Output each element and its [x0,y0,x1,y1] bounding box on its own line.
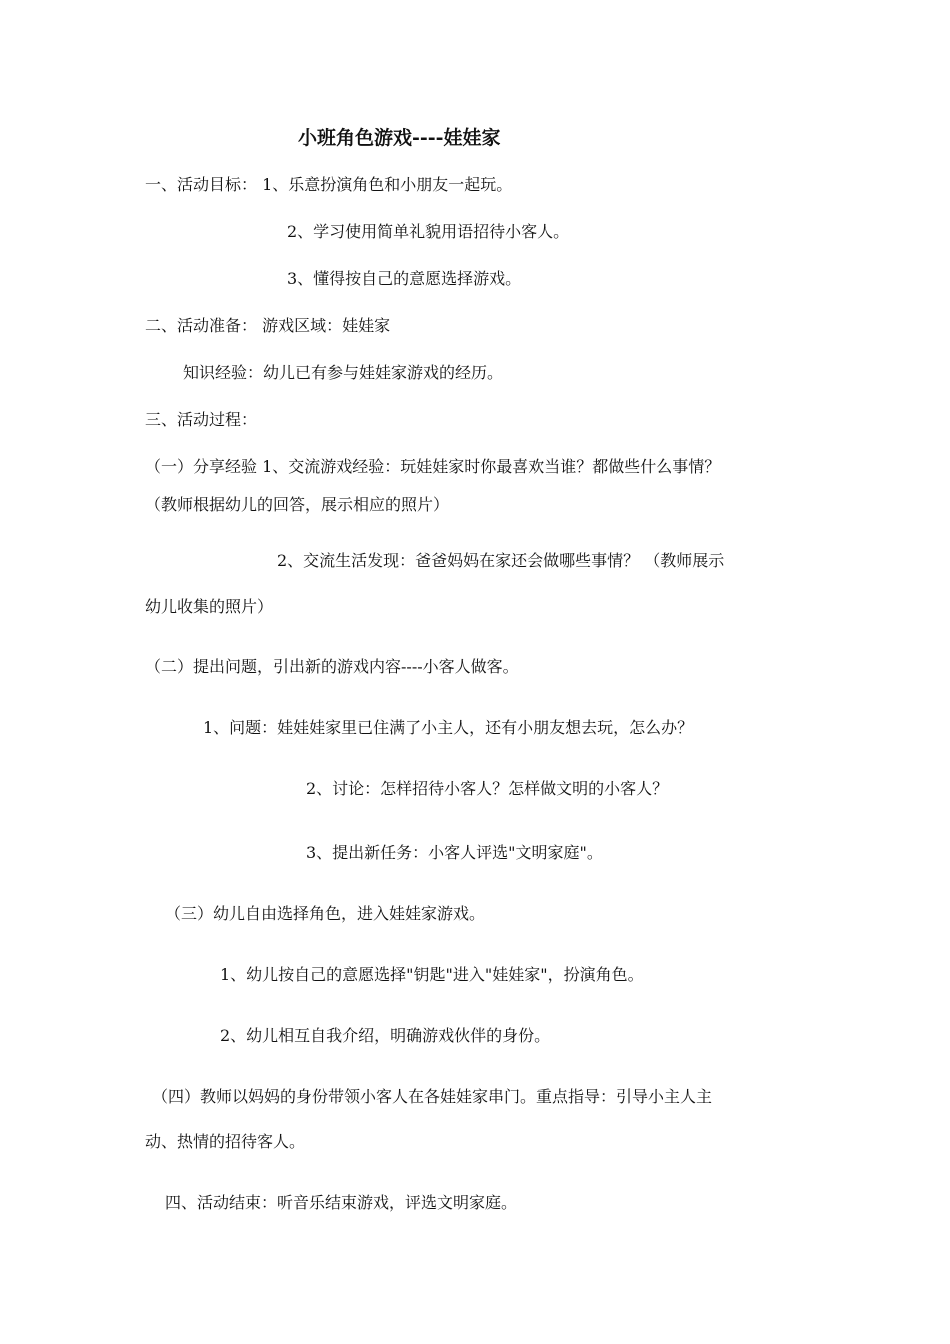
step-1-line-1: （一）分享经验 1、交流游戏经验：玩娃娃家时你最喜欢当谁？都做些什么事情？ [145,457,721,476]
goals-line-3: 3、懂得按自己的意愿选择游戏。 [287,269,522,288]
preparation-line-2: 知识经验：幼儿已有参与娃娃家游戏的经历。 [183,363,504,382]
process-heading: 三、活动过程： [145,410,258,429]
step-1-line-2: （教师根据幼儿的回答，展示相应的照片） [145,495,450,514]
goals-line-2: 2、学习使用简单礼貌用语招待小客人。 [287,222,570,241]
goals-line-1: 一、活动目标： 1、乐意扮演角色和小朋友一起玩。 [145,175,513,194]
step-2-item-2: 2、讨论：怎样招待小客人？怎样做文明的小客人？ [306,779,669,798]
step-4-line-1: （四）教师以妈妈的身份带领小客人在各娃娃家串门。重点指导：引导小主人主 [152,1087,713,1106]
step-2-item-3: 3、提出新任务：小客人评选"文明家庭"。 [306,843,603,862]
step-4-line-2: 动、热情的招待客人。 [145,1132,306,1151]
step-2-item-1: 1、问题：娃娃娃家里已住满了小主人，还有小朋友想去玩，怎么办？ [203,718,694,737]
preparation-line-1: 二、活动准备： 游戏区域：娃娃家 [145,316,391,335]
step-1-line-4: 幼儿收集的照片） [145,597,274,616]
ending-line: 四、活动结束：听音乐结束游戏，评选文明家庭。 [165,1193,518,1212]
step-1-line-3: 2、交流生活发现：爸爸妈妈在家还会做哪些事情？ （教师展示 [277,551,725,570]
step-3-item-2: 2、幼儿相互自我介绍，明确游戏伙伴的身份。 [220,1026,551,1045]
step-3-item-1: 1、幼儿按自己的意愿选择"钥匙"进入"娃娃家"，扮演角色。 [220,965,644,984]
document-title: 小班角色游戏----娃娃家 [298,127,501,149]
step-3-heading: （三）幼儿自由选择角色，进入娃娃家游戏。 [165,904,486,923]
step-2-heading: （二）提出问题，引出新的游戏内容----小客人做客。 [145,657,519,676]
